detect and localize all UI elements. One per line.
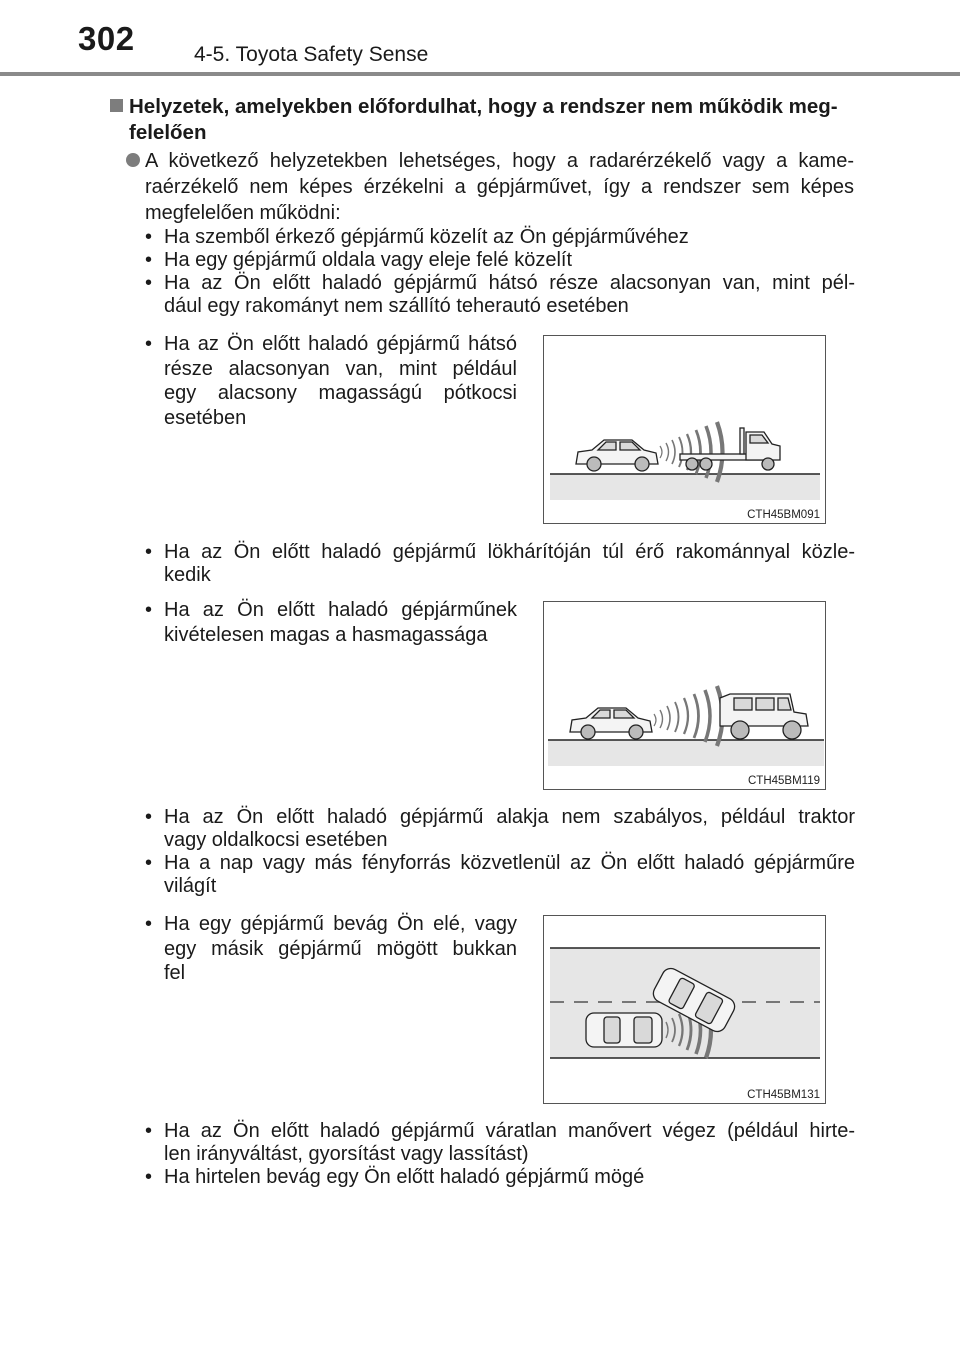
- side-note-1: [145, 332, 517, 430]
- bullet-dot-icon: •: [145, 1120, 153, 1142]
- bullet-list-c: [145, 806, 855, 898]
- list-item: • Ha szemből érkező gépjármű közelít az Ön gépjárművéhez: [145, 226, 689, 248]
- page-number: 302: [78, 20, 135, 57]
- intro-line-3: megfelelően működni:: [145, 202, 341, 224]
- side-note-2: [145, 598, 517, 647]
- bullet-dot-icon: •: [145, 272, 153, 294]
- intro-line-1: A következő helyzetekben lehetséges, hogy a radarérzékelő vagy a kame-: [145, 150, 854, 172]
- bullet-dot-icon: •: [145, 333, 153, 355]
- list-item: • Ha az Ön előtt haladó gépjármű hátsó része alacsonyan van, mint pél- dául egy rakományt nem szállító teherautó esetében: [145, 272, 855, 317]
- square-bullet-icon: [110, 99, 123, 112]
- bullet-dot-icon: •: [145, 852, 153, 874]
- circle-bullet-icon: [126, 153, 140, 167]
- intro-paragraph: [126, 148, 854, 226]
- bullet-dot-icon: •: [145, 249, 153, 271]
- list-item: • Ha az Ön előtt haladó gépjárműnek kivételesen magas a hasmagassága: [145, 599, 517, 646]
- bullet-list-d: [145, 1120, 855, 1189]
- figure-code: CTH45BM131: [747, 1089, 820, 1101]
- intro-line-2: raérzékelő nem képes érzékelni a gépjárművet, így a rendszer sem képes: [145, 176, 854, 198]
- bullet-dot-icon: •: [145, 599, 153, 621]
- bullet-dot-icon: •: [145, 913, 153, 935]
- bullet-dot-icon: •: [145, 806, 153, 828]
- list-item: • Ha az Ön előtt haladó gépjármű hátsó része alacsonyan van, mint például egy alacsony magasságú pótkocsi esetében: [145, 333, 517, 429]
- bullet-list-b: [145, 541, 855, 587]
- list-item: • Ha az Ön előtt haladó gépjármű váratlan manővert végez (például hirte- len irányváltást, gyorsítást vagy lassítást): [145, 1120, 855, 1165]
- bullet-dot-icon: •: [145, 226, 153, 248]
- list-item: • Ha egy gépjármű oldala vagy eleje felé közelít: [145, 249, 573, 271]
- list-item: • Ha hirtelen bevág egy Ön előtt haladó gépjármű mögé: [145, 1166, 645, 1188]
- heading-line-1: Helyzetek, amelyekben előfordulhat, hogy a rendszer nem működik meg-: [129, 95, 838, 118]
- bullet-dot-icon: •: [145, 1166, 153, 1188]
- list-item: • Ha az Ön előtt haladó gépjármű alakja nem szabályos, például traktor vagy oldalkocsi esetében: [145, 806, 855, 851]
- side-note-3: [145, 912, 517, 986]
- figure-high-clearance: [543, 601, 826, 790]
- figure-code: CTH45BM091: [747, 509, 820, 521]
- list-item: • Ha az Ön előtt haladó gépjármű lökhárítóján túl érő rakománnyal közle- kedik: [145, 541, 855, 586]
- list-item: • Ha a nap vagy más fényforrás közvetlenül az Ön előtt haladó gépjárműre világít: [145, 852, 855, 897]
- figure-cut-in: [543, 915, 826, 1104]
- bullet-dot-icon: •: [145, 541, 153, 563]
- list-item: • Ha egy gépjármű bevág Ön elé, vagy egy másik gépjármű mögött bukkan fel: [145, 913, 517, 984]
- page-header: [0, 0, 960, 80]
- high-clearance-illustration: [544, 602, 827, 791]
- subsection-heading: [110, 94, 855, 146]
- low-trailer-illustration: [544, 336, 827, 525]
- section-title: 4-5. Toyota Safety Sense: [194, 43, 429, 66]
- figure-code: CTH45BM119: [747, 775, 820, 787]
- heading-line-2: felelően: [129, 121, 207, 144]
- header-divider: [0, 72, 960, 76]
- figure-low-trailer: [543, 335, 826, 524]
- cut-in-illustration: [544, 916, 827, 1105]
- bullet-list-a: [145, 226, 855, 318]
